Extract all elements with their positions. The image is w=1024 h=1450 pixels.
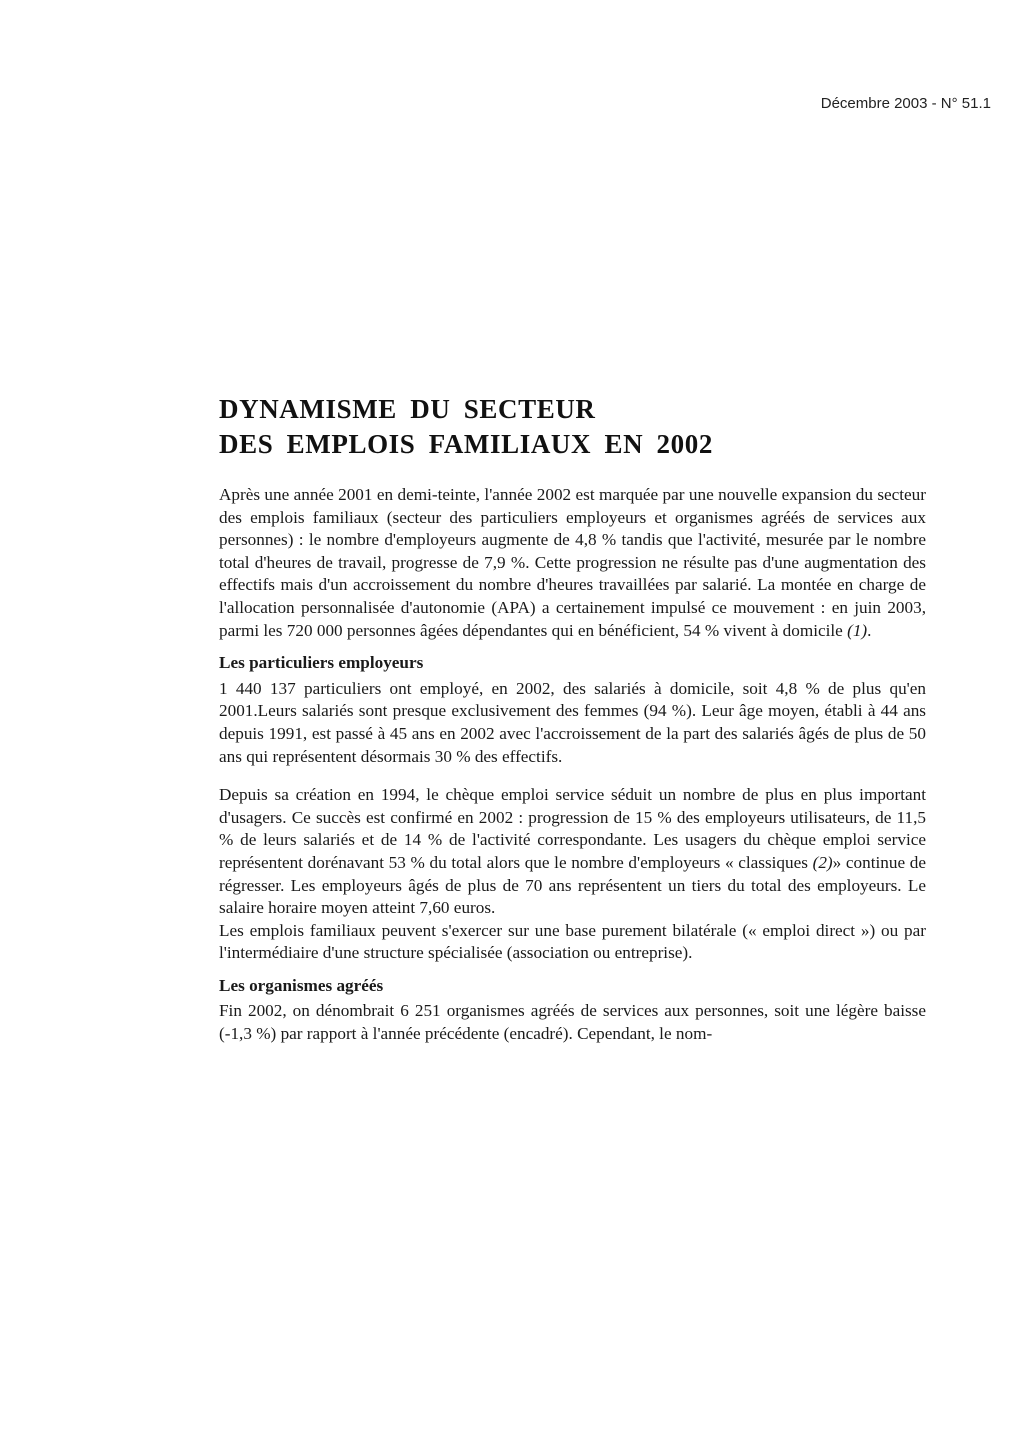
section-heading-organismes: Les organismes agréés [219, 975, 384, 995]
intro-text: Après une année 2001 en demi-teinte, l'année 2002 est marquée par une nouvelle expansion du secteur des emplois familiaux (secteur des particuliers employeurs et organismes agréés de services aux personnes) : le nombre d'employeurs augmente de 4,8 % tandis que l'activité, mesurée par le nombre total d'heures de travail, progresse de 7,9 %. Cette progression ne résulte pas d'une augmentation des effectifs mais d'un accroissement du nombre d'heures travaillées par salarié. La montée en charge de l'allocation personnalisée d'autonomie (APA) a certainement impulsé ce mouvement : en juin 2003, parmi les 720 000 personnes âgées dépendantes qui en bénéficient, 54 % vivent à domicile [219, 485, 926, 640]
particuliers-paragraph-2 [219, 784, 926, 920]
section-heading-particuliers: Les particuliers employeurs [219, 653, 424, 673]
article-title [219, 392, 926, 462]
footnote-ref-1: (1) [847, 620, 868, 640]
intro-end: . [867, 620, 872, 640]
intro-paragraph [219, 484, 926, 642]
paragraph-2-text: Depuis sa création en 1994, le chèque emploi service séduit un nombre de plus en plus important d'usagers. Ce succès est confirmé en 2002 : progression de 15 % des employeurs utilisateurs, de 11,5 % de leurs salariés et de 14 % de l'activité correspondante. Les usagers du chèque emploi service représentent dorénavant 53 % du total alors que le nombre d'employeurs « classiques [219, 785, 926, 872]
title-line-1: DYNAMISME DU SECTEUR [219, 394, 596, 424]
organismes-paragraph-1: Fin 2002, on dénombrait 6 251 organismes agréés de services aux personnes, soit une légère baisse (-1,3 %) par rapport à l'année précédente (encadré). Cependant, le nom- [219, 1001, 926, 1044]
footnote-ref-2: (2) [812, 852, 833, 872]
title-line-2: DES EMPLOIS FAMILIAUX EN 2002 [219, 429, 713, 459]
issue-reference: Décembre 2003 - N° 51.1 [820, 95, 991, 112]
paragraph-2-end: » continue de régresser. Les employeurs âgés de plus de 70 ans représentent un tiers du total des employeurs. Le salaire horaire moyen atteint 7,60 euros. [219, 852, 926, 918]
article-body [219, 392, 926, 1046]
particuliers-paragraph-1: 1 440 137 particuliers ont employé, en 2002, des salariés à domicile, soit 4,8 % de plus qu'en 2001.Leurs salariés sont presque exclusivement des femmes (94 %). Leur âge moyen, établi à 44 ans depuis 1991, est passé à 45 ans en 2002 avec l'accroissement de la part des salariés âgés de plus de 50 ans qui représentent désormais 30 % des effectifs. [219, 678, 926, 766]
particuliers-paragraph-3: Les emplois familiaux peuvent s'exercer sur une base purement bilatérale (« emploi direct ») ou par l'intermédiaire d'une structure spécialisée (association ou entreprise). [219, 920, 926, 963]
